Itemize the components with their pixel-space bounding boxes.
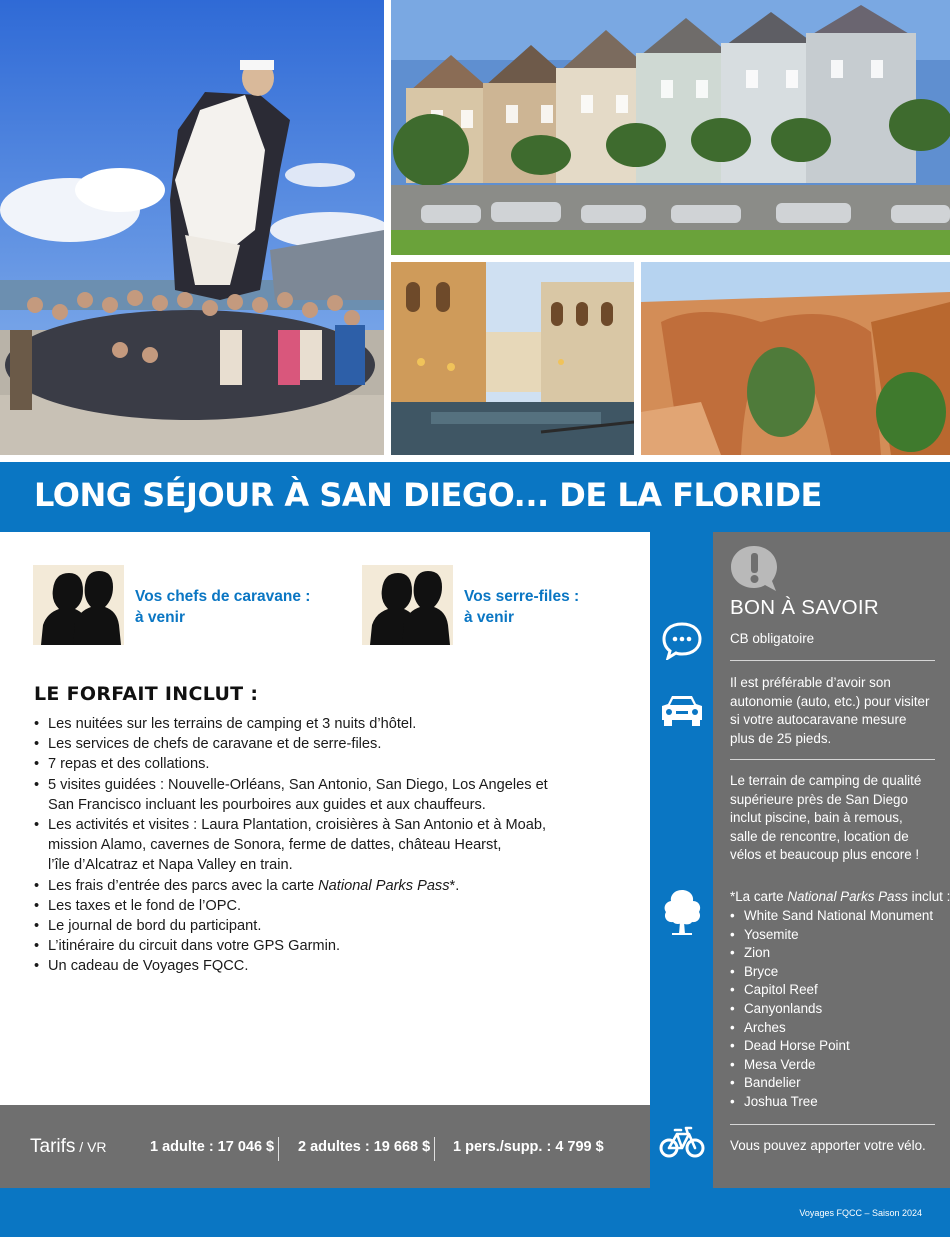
tree-icon <box>658 888 706 936</box>
leader-serre-value: à venir <box>464 609 514 626</box>
tarifs-label: Tarifs / VR <box>30 1136 107 1157</box>
divider <box>434 1137 435 1161</box>
price-1-adulte: 1 adulte : 17 046 $ <box>150 1139 275 1155</box>
page-title: LONG SÉJOUR À SAN DIEGO... DE LA FLORIDE <box>34 476 822 514</box>
tarifs-bar <box>0 1105 650 1188</box>
photo-painted-ladies <box>391 0 950 255</box>
leader-chefs-value: à venir <box>135 609 185 626</box>
chat-bubble-icon <box>658 620 706 660</box>
title-band <box>0 462 950 532</box>
list-item: • Les services de chefs de caravane et de serre-files. <box>34 734 639 754</box>
list-item: • Yosemite <box>730 926 940 945</box>
silhouette-couple-icon <box>362 565 453 645</box>
divider <box>730 660 935 661</box>
leader-chefs-caravane <box>33 565 333 645</box>
list-item: • Mesa Verde <box>730 1056 940 1075</box>
list-item: • Arches <box>730 1019 940 1038</box>
photo-venetian-canal <box>391 262 634 455</box>
photo-natural-arch <box>641 262 950 455</box>
icon-strip <box>650 532 713 1188</box>
forfait-list <box>34 714 639 977</box>
divider <box>278 1137 279 1161</box>
parks-intro: *La carte National Parks Pass inclut : <box>730 889 950 904</box>
list-item: • Zion <box>730 944 940 963</box>
cb-note: CB obligatoire <box>730 631 815 646</box>
autonomie-note: Il est préférable d’avoir son autonomie (auto, etc.) pour visiter si votre autocaravane mesure plus de 25 pieds. <box>730 675 930 746</box>
silhouette-couple-icon <box>33 565 124 645</box>
list-item: • Un cadeau de Voyages FQCC. <box>34 956 639 976</box>
list-item: • Les frais d’entrée des parcs avec la carte National Parks Pass*. <box>34 876 639 896</box>
velo-note: Vous pouvez apporter votre vélo. <box>730 1138 926 1153</box>
list-item: • 5 visites guidées : Nouvelle-Orléans, San Antonio, San Diego, Los Angeles et San Francisco incluant les pourboires aux guides et aux chauffeurs. <box>34 775 639 815</box>
footer-band <box>0 1188 950 1237</box>
bicycle-icon <box>658 1122 706 1162</box>
list-item: • L’itinéraire du circuit dans votre GPS Garmin. <box>34 936 639 956</box>
camping-note: Le terrain de camping de qualité supérieure près de San Diego inclut piscine, bain à remous, salle de rencontre, location de vélos et beaucoup plus encore ! <box>730 773 922 863</box>
list-item: • Canyonlands <box>730 1000 940 1019</box>
list-item: • Les activités et visites : Laura Plantation, croisières à San Antonio et à Moab, mission Alamo, cavernes de Sonora, ferme de dattes, château Hearst, l’île d’Alcatraz et Napa Valley en train. <box>34 815 639 876</box>
footer-credit: Voyages FQCC – Saison 2024 <box>799 1208 922 1218</box>
divider <box>730 759 935 760</box>
list-item: • Les nuitées sur les terrains de camping et 3 nuits d’hôtel. <box>34 714 639 734</box>
car-icon <box>658 690 706 730</box>
list-item: • Bryce <box>730 963 940 982</box>
list-item: • Joshua Tree <box>730 1093 940 1112</box>
photo-statue-group <box>0 0 384 455</box>
list-item: • White Sand National Monument <box>730 907 940 926</box>
bon-a-savoir-panel <box>713 532 950 1188</box>
sidebar-heading: BON À SAVOIR <box>730 596 880 619</box>
list-item: • Dead Horse Point <box>730 1037 940 1056</box>
forfait-title: LE FORFAIT INCLUT : <box>34 683 259 705</box>
list-item: • Les taxes et le fond de l’OPC. <box>34 896 639 916</box>
parks-list <box>730 907 940 1112</box>
leader-chefs-title: Vos chefs de caravane : <box>135 588 311 605</box>
price-pers-supp: 1 pers./supp. : 4 799 $ <box>453 1139 604 1155</box>
leader-serre-files <box>362 565 642 645</box>
list-item: • Bandelier <box>730 1074 940 1093</box>
list-item: • Capitol Reef <box>730 981 940 1000</box>
list-item: • 7 repas et des collations. <box>34 754 639 774</box>
info-bubble-icon <box>729 544 779 594</box>
list-item: • Le journal de bord du participant. <box>34 916 639 936</box>
price-2-adultes: 2 adultes : 19 668 $ <box>298 1139 431 1155</box>
leader-serre-title: Vos serre-files : <box>464 588 580 605</box>
divider <box>730 1124 935 1125</box>
